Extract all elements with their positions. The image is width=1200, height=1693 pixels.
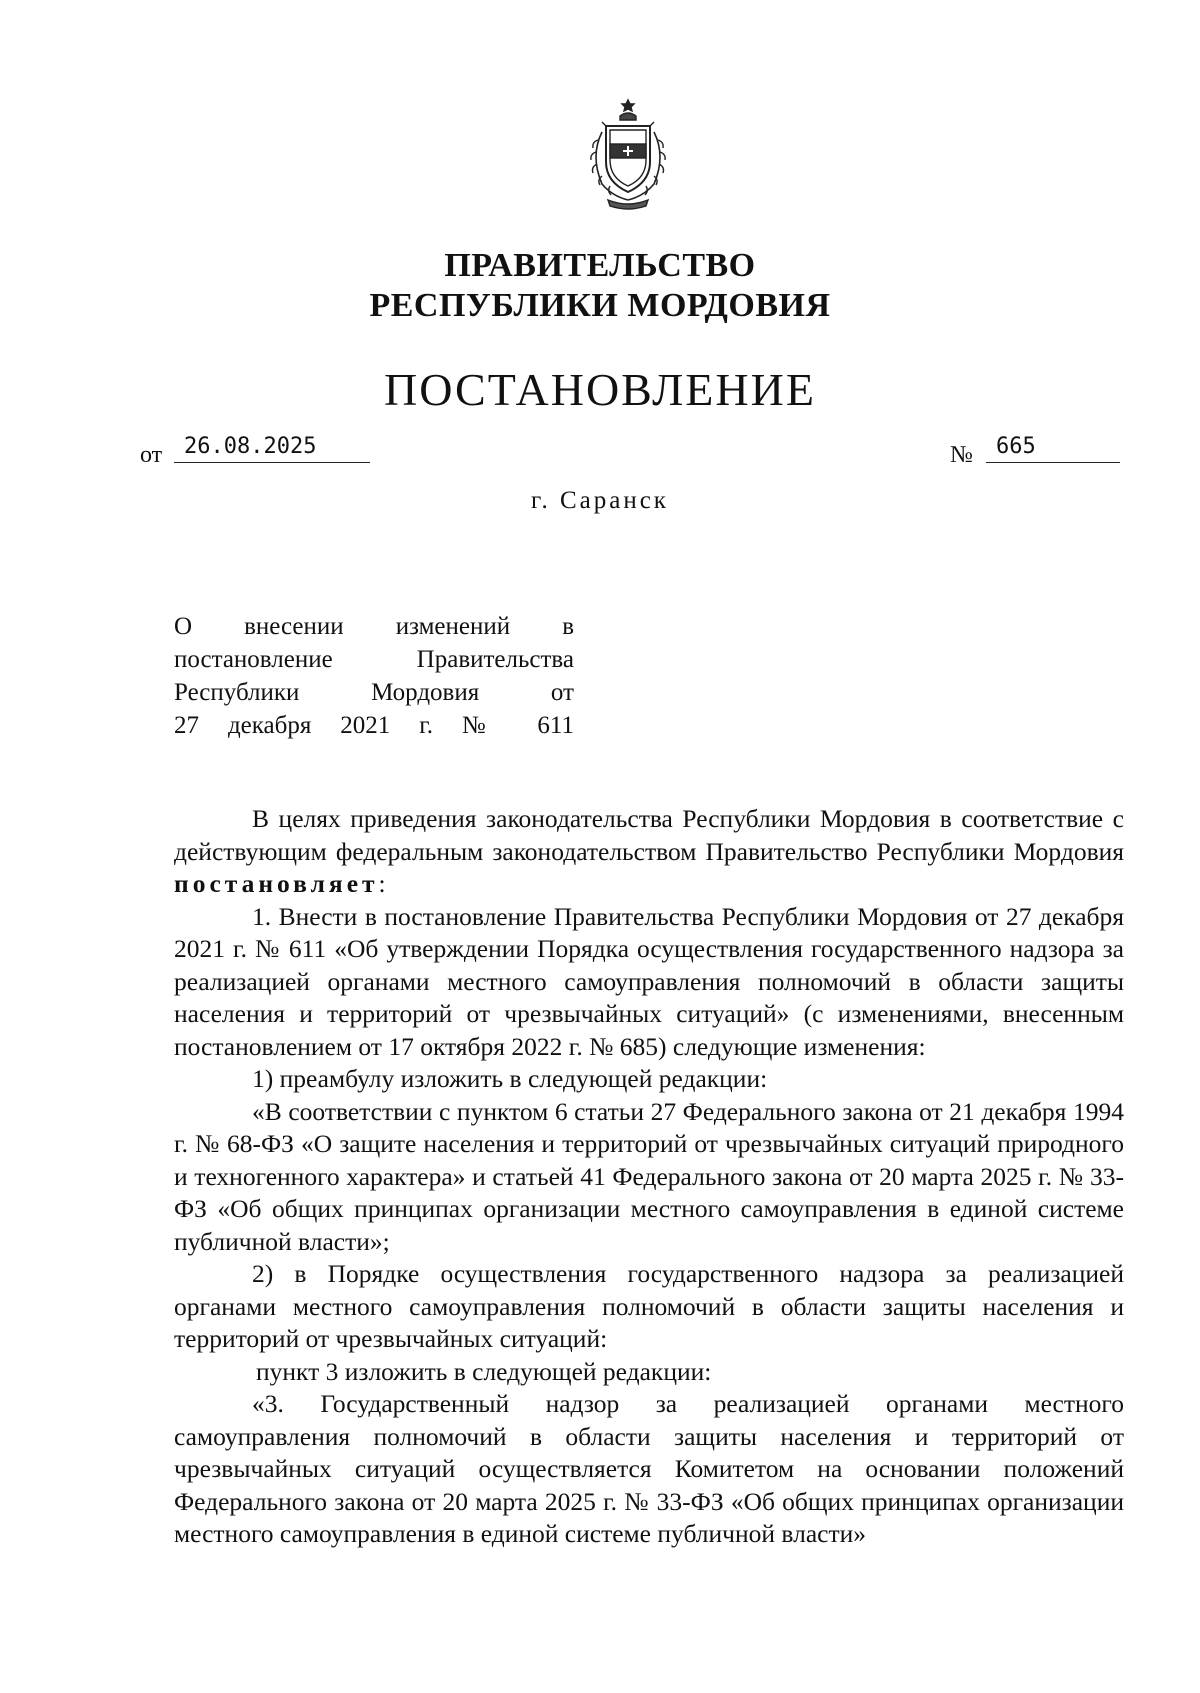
document-subject bbox=[174, 610, 574, 742]
preamble-text: В целях приведения законодательства Республики Мордовия в соответствие с действующим федеральным законодательством Правительство Республики Мордовия bbox=[174, 804, 1124, 866]
government-title-line2: РЕСПУБЛИКИ МОРДОВИЯ bbox=[369, 287, 831, 324]
paragraph-4: 2) в Порядке осуществления государственного надзора за реализацией органами местного самоуправления полномочий в области защиты населения и территорий от чрезвычайных ситуаций: bbox=[174, 1259, 1124, 1353]
preamble-paragraph bbox=[174, 803, 1124, 901]
subject-line: О внесении изменений в bbox=[174, 613, 574, 640]
paragraph-1: 1. Внести в постановление Правительства Республики Мордовия от 27 декабря 2021 г. № 611 «Об утверждении Порядка осуществления государственного надзора за реализацией органами местного самоуправления полномочий в области защиты населения и территорий от чрезвычайных ситуаций» (с изменениями, внесенным постановлением от 17 октября 2022 г. № 685) следующие изменения: bbox=[174, 901, 1124, 1061]
document-type: ПОСТАНОВЛЕНИЕ bbox=[384, 364, 816, 415]
paragraph-2: 1) преамбулу изложить в следующей редакции: bbox=[252, 1064, 768, 1093]
paragraph-6: «3. Государственный надзор за реализацией органами местного самоуправления полномочий в области защиты населения и территорий от чрезвычайных ситуаций осуществляется Комитетом на основании положений Федерального закона от 20 марта 2025 г. № 33-ФЗ «Об общих принципах организации местного самоуправления в единой системе публичной власти» bbox=[174, 1389, 1124, 1548]
resolves-word: постановляет bbox=[174, 869, 379, 898]
document-number: 665 bbox=[986, 432, 1120, 463]
government-title-line1: ПРАВИТЕЛЬСТВО bbox=[444, 247, 756, 284]
subject-line: постановление Правительства bbox=[174, 646, 574, 673]
date-label: от bbox=[140, 442, 163, 468]
city: г. Саранск bbox=[531, 487, 669, 514]
preamble-end: : bbox=[378, 869, 386, 898]
coat-of-arms-icon bbox=[572, 96, 684, 216]
subject-line: Республики Мордовия от bbox=[174, 679, 574, 706]
document-body bbox=[174, 803, 1124, 1551]
paragraph-5: пункт 3 изложить в следующей редакции: bbox=[256, 1356, 712, 1386]
number-label: № bbox=[950, 442, 973, 468]
subject-line: 27 декабря 2021 г. № 611 bbox=[174, 712, 574, 739]
paragraph-3: «В соответствии с пунктом 6 статьи 27 Федерального закона от 21 декабря 1994 г. № 68-ФЗ «О защите населения и территорий от чрезвычайных ситуаций природного и техногенного характера» и статьей 41 Федерального закона от 20 марта 2025 г. № 33-ФЗ «Об общих принципах организации местного самоуправления в единой системе публичной власти»; bbox=[174, 1096, 1124, 1256]
document-date: 26.08.2025 bbox=[174, 432, 370, 463]
